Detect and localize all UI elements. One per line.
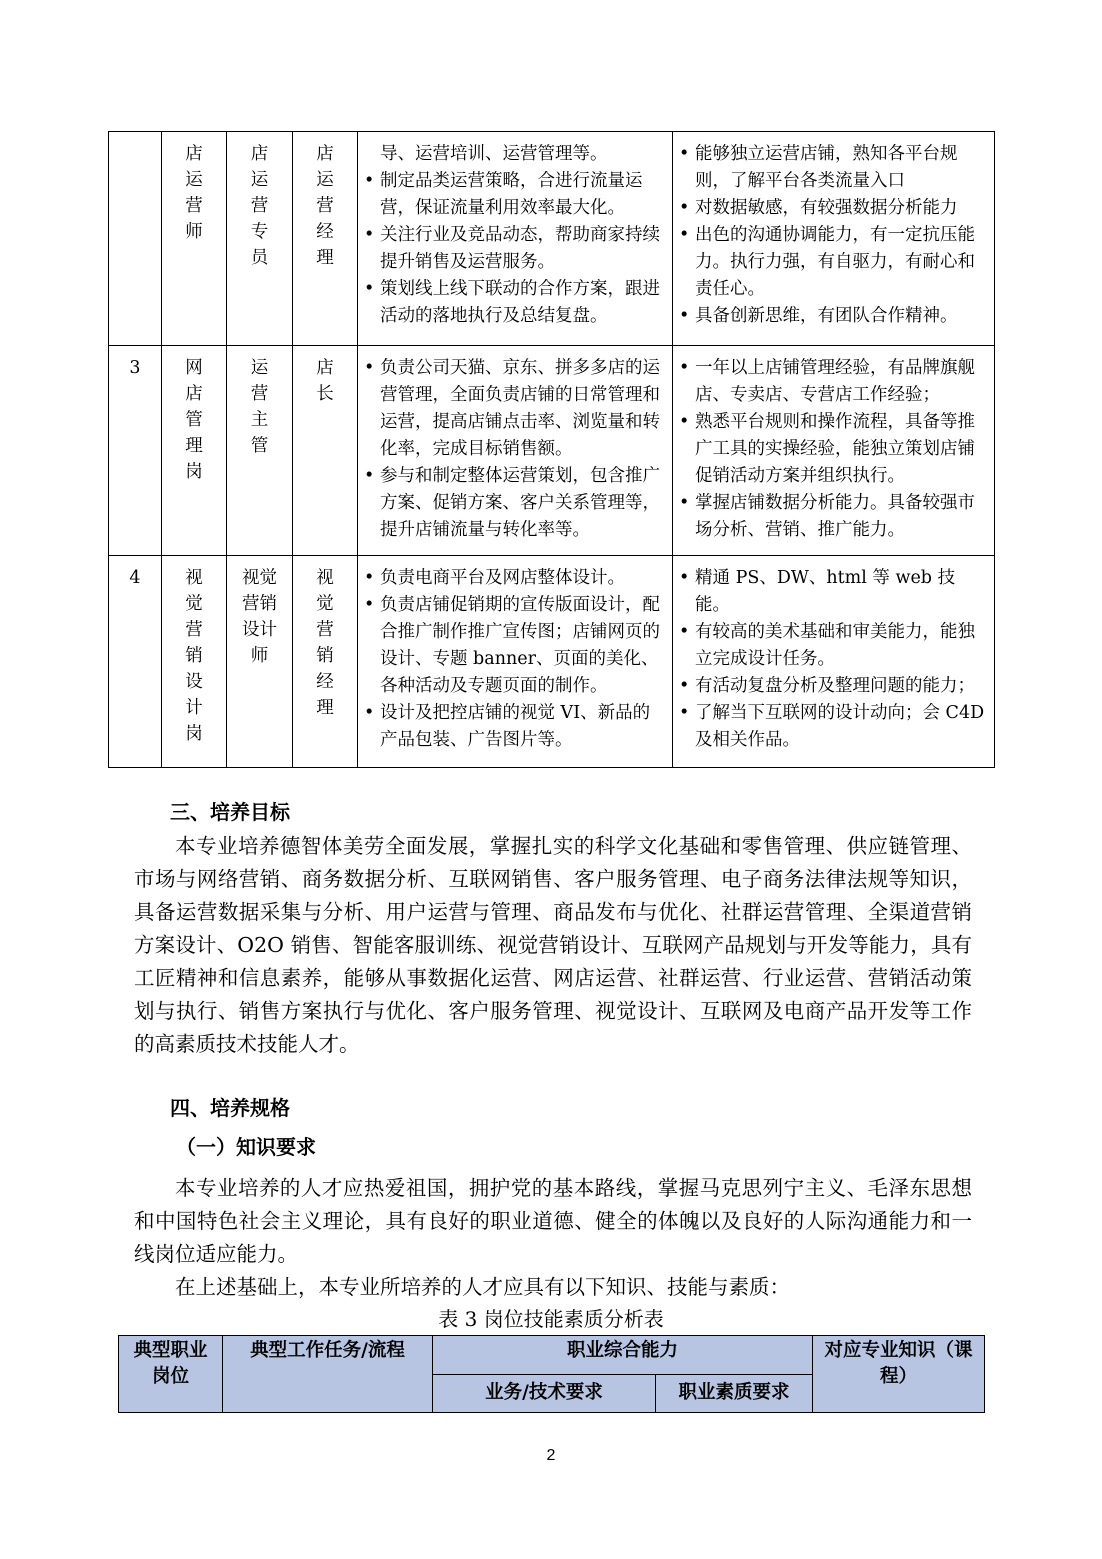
knowledge-paragraph: 本专业培养的人才应热爱祖国，拥护党的基本路线，掌握马克思列宁主义、毛泽东思想和中国特色社会主义理论，具有良好的职业道德、健全的体魄以及良好的人际沟通能力和一线岗位适应能力。: [134, 1176, 972, 1266]
job-requirements: [673, 132, 995, 346]
list-item: • 有较高的美术基础和审美能力，能独立完成设计任务。: [679, 622, 975, 669]
list-item: • 制定品类运营策略，合进行流量运营，保证流量利用效率最大化。: [364, 171, 643, 218]
list-item: 导、运营培训、运营管理等。: [380, 144, 608, 164]
header-ability: 职业综合能力: [433, 1336, 813, 1375]
job-requirements: [673, 556, 995, 768]
page-number: 2: [546, 1447, 556, 1464]
row-number: 4: [109, 556, 162, 768]
list-item: • 有活动复盘分析及整理问题的能力；: [679, 676, 975, 696]
list-item: • 关注行业及竞品动态，帮助商家持续提升销售及运营服务。: [364, 225, 660, 272]
table-row: [109, 132, 995, 346]
senior-position: 店长: [293, 346, 358, 556]
header-post: 典型职业岗位: [119, 1336, 223, 1413]
list-item: • 负责电商平台及网店整体设计。: [364, 568, 625, 588]
position-table: [108, 131, 995, 768]
junior-position: 运营主管: [227, 346, 293, 556]
table-row: [109, 346, 995, 556]
list-item: • 一年以上店铺管理经验，有品牌旗舰店、专卖店、专营店工作经验；: [679, 358, 975, 405]
section3-heading: 三、培养目标: [170, 800, 290, 824]
job-category: 网店管理岗: [162, 346, 227, 556]
job-duties: [358, 132, 673, 346]
row-number: [109, 132, 162, 346]
list-item: • 精通 PS、DW、html 等 web 技能。: [679, 568, 956, 615]
job-category: 店运营师: [162, 132, 227, 346]
list-item: • 掌握店铺数据分析能力。具备较强市场分析、营销、推广能力。: [679, 493, 975, 540]
list-item: • 能够独立运营店铺，熟知各平台规则，了解平台各类流量入口: [679, 144, 958, 191]
header-task: 典型工作任务/流程: [223, 1336, 433, 1413]
section3-paragraph: 本专业培养德智体美劳全面发展，掌握扎实的科学文化基础和零售管理、供应链管理、市场与网络营销、商务数据分析、互联网销售、客户服务管理、电子商务法律法规等知识，具备运营数据采集与分析、用户运营与管理、商品发布与优化、社群运营管理、全渠道营销方案设计、O2O 销售、智能客服训练、视觉营销设计、互联网产品规划与开发等能力，具有工匠精神和信息素养，能够从事数据化运营、网店运营、社群运营、行业运营、营销活动策划与执行、销售方案执行与优化、客户服务管理、视觉设计、互联网及电商产品开发等工作的高素质技术技能人才。: [134, 834, 972, 1056]
list-item: • 设计及把控店铺的视觉 VI、新品的产品包装、广告图片等。: [364, 703, 651, 750]
list-item: • 负责公司天猫、京东、拼多多店的运营管理，全面负责店铺的日常管理和运营，提高店铺点击率、浏览量和转化率，完成目标销售额。: [364, 358, 660, 459]
header-course: 对应专业知识（课程）: [813, 1336, 985, 1413]
table3-caption: 表 3 岗位技能素质分析表: [438, 1307, 664, 1331]
header-quality: 职业素质要求: [656, 1374, 813, 1413]
row-number: 3: [109, 346, 162, 556]
job-requirements: [673, 346, 995, 556]
senior-position: 店运营经理: [293, 132, 358, 346]
section4-heading: 四、培养规格: [170, 1096, 290, 1120]
junior-position: 视觉营销设计师: [227, 556, 293, 768]
list-item: • 策划线上线下联动的合作方案，跟进活动的落地执行及总结复盘。: [364, 279, 660, 326]
list-item: • 熟悉平台规则和操作流程，具备等推广工具的实操经验，能独立策划店铺促销活动方案并组织执行。: [679, 412, 975, 486]
list-item: • 具备创新思维，有团队合作精神。: [679, 306, 958, 326]
list-item: • 参与和制定整体运营策划，包含推广方案、促销方案、客户关系管理等，提升店铺流量与转化率等。: [364, 466, 660, 540]
list-item: • 对数据敏感，有较强数据分析能力: [679, 198, 958, 218]
table-row: [109, 556, 995, 768]
list-item: • 负责店铺促销期的宣传版面设计，配合推广制作推广宣传图；店铺网页的设计、专题 banner、页面的美化、各种活动及专题页面的制作。: [364, 595, 660, 696]
senior-position: 视觉营销经理: [293, 556, 358, 768]
intro-paragraph: 在上述基础上，本专业所培养的人才应具有以下知识、技能与素质：: [175, 1275, 790, 1299]
job-category: 视觉营销设计岗: [162, 556, 227, 768]
job-duties: [358, 556, 673, 768]
knowledge-subheading: （一）知识要求: [176, 1135, 316, 1159]
skills-table-header: [118, 1335, 985, 1413]
list-item: • 出色的沟通协调能力，有一定抗压能力。执行力强，有自驱力，有耐心和责任心。: [679, 225, 975, 299]
header-tech: 业务/技术要求: [433, 1374, 656, 1413]
list-item: • 了解当下互联网的设计动向；会 C4D 及相关作品。: [679, 703, 985, 750]
junior-position: 店运营专员: [227, 132, 293, 346]
job-duties: [358, 346, 673, 556]
